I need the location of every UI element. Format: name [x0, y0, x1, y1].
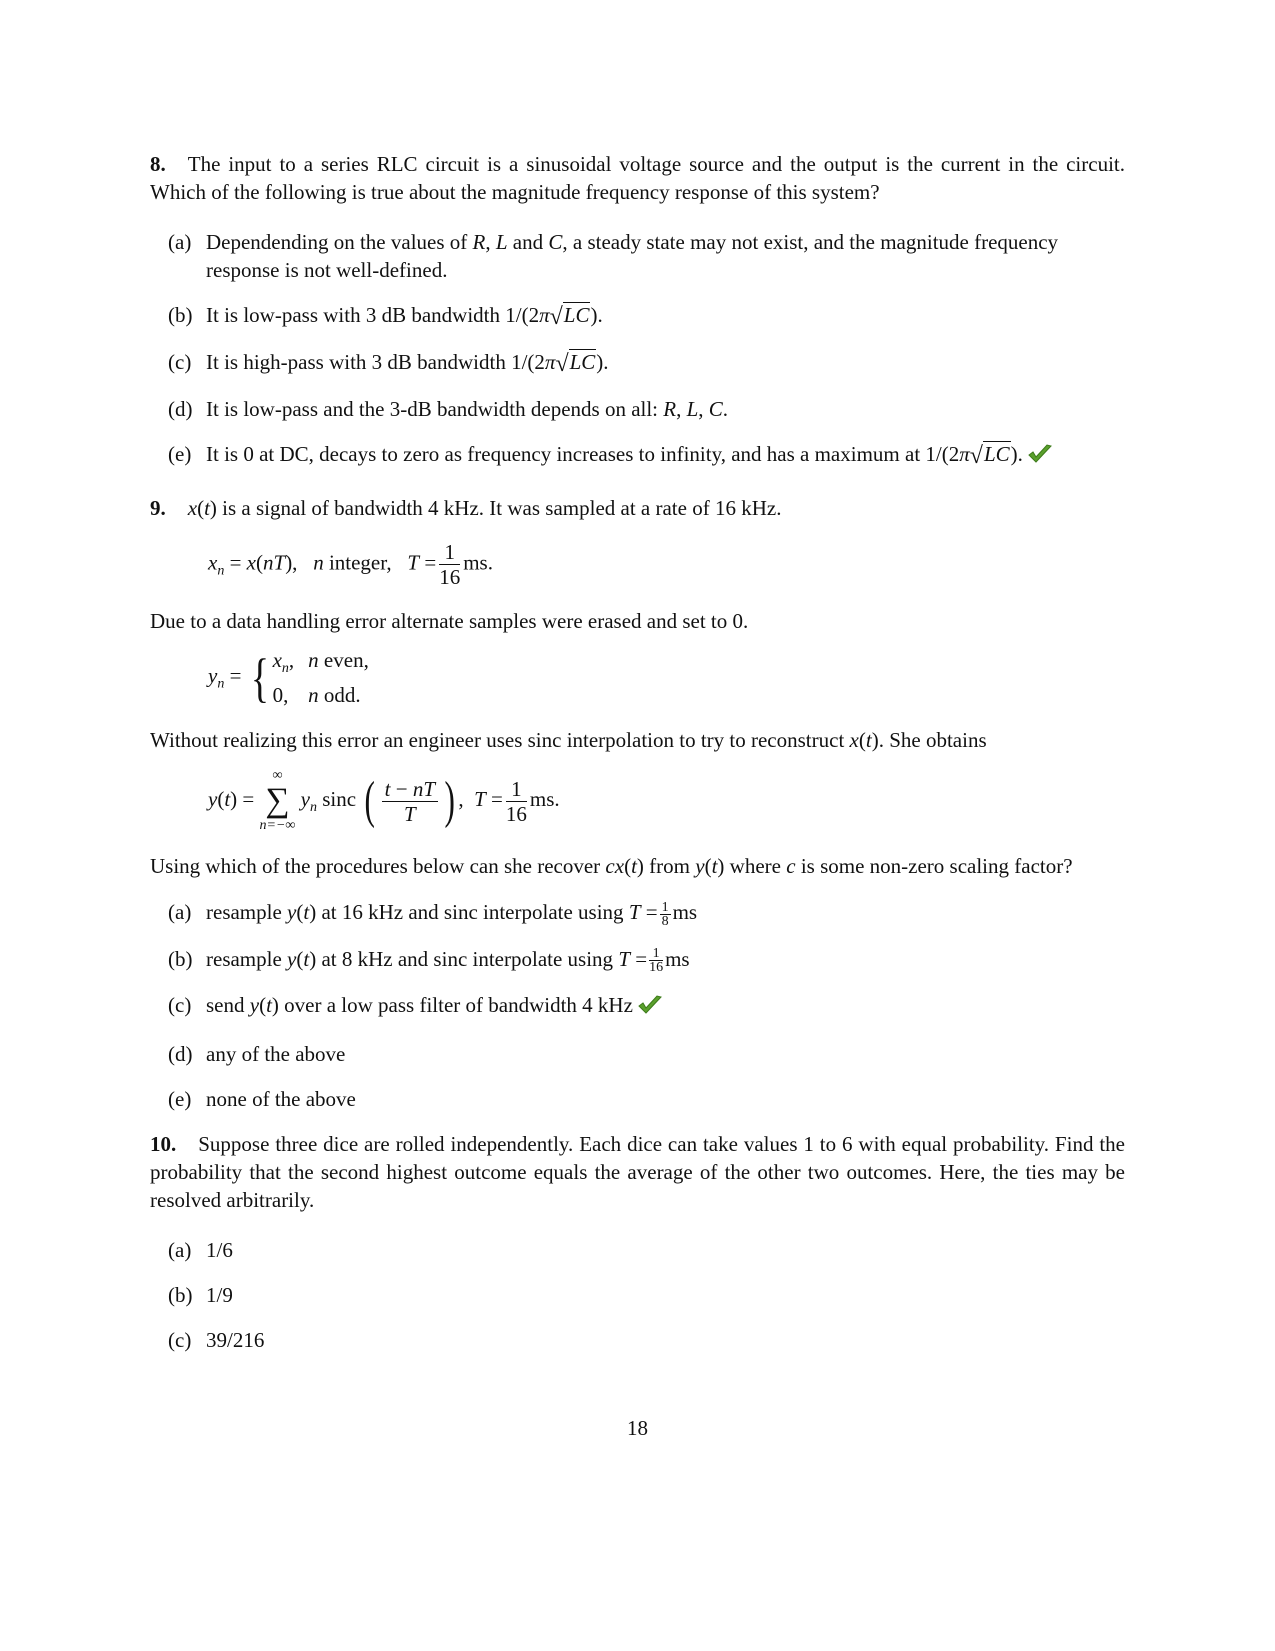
option-9b: (b) resample y(t) at 8 kHz and sinc interpolate using T = $\frac{1}{16}$ ms: [168, 946, 690, 976]
question-8-options: [150, 228, 1125, 472]
sinc-interpolation-equation: y(t) = ∞ ∑ n=−∞ $y_n$ sinc ( $\frac{t - nT}{T}$ ) , T = $\frac{1}{16}$ ms.: [208, 768, 560, 833]
option-label: (b): [168, 946, 193, 971]
option-9d: (d) any of the above: [168, 1042, 346, 1067]
question-9-options: [150, 898, 1125, 1113]
option-label: (e): [168, 442, 192, 466]
option-label: (e): [168, 1087, 192, 1112]
option-8c: (c) It is high-pass with 3 dB bandwidth 1/(2π√LC).: [168, 350, 609, 377]
option-label: (a): [168, 900, 192, 924]
option-label: (d): [168, 397, 193, 421]
option-9a: (a) resample y(t) at 16 kHz and sinc interpolate using T = $\frac{1}{8}$ ms: [168, 899, 698, 929]
option-label: (d): [168, 1042, 193, 1067]
option-label: (b): [168, 303, 193, 327]
question-number: 8.: [150, 152, 166, 176]
erased-samples-equation: $y_n$ = { $x_n$, n even, 0, n odd.: [208, 647, 369, 708]
option-8a: (a) Dependending on the values of R, L and C, a steady state may not exist, and the magnitude frequency response is not well-defined.: [168, 230, 1059, 282]
erase-text: Due to a data handling error alternate samples were erased and set to 0.: [150, 609, 749, 633]
checkmark-icon: [1027, 443, 1053, 472]
question-10-options: [150, 1236, 1125, 1354]
option-8b: (b) It is low-pass with 3 dB bandwidth 1/(2π√LC).: [168, 303, 603, 330]
option-10b: (b) 1/9: [168, 1283, 233, 1308]
question-text: Suppose three dice are rolled independently. Each dice can take values 1 to 6 with equal probability. Find the probability that the second highest outcome equals the average of the other two outcomes. Here, the ties may be resolved arbitrarily.: [150, 1132, 1125, 1213]
option-8d: (d) It is low-pass and the 3-dB bandwidth depends on all: R, L, C.: [168, 397, 729, 421]
option-label: (c): [168, 993, 192, 1018]
option-label: (b): [168, 1283, 193, 1308]
question-9-prompt: Using which of the procedures below can she recover cx(t) from y(t) where c is some non-zero scaling factor?: [150, 854, 1073, 878]
option-10a: (a) 1/6: [168, 1238, 233, 1263]
question-8: [150, 150, 1125, 206]
exam-page: [150, 150, 1125, 1354]
page-number: 18: [627, 1416, 648, 1440]
option-label: (a): [168, 1238, 192, 1263]
question-text: The input to a series RLC circuit is a sinusoidal voltage source and the output is the current in the circuit. Which of the following is true about the magnitude frequency response of this system?: [150, 152, 1125, 204]
question-number: 9.: [150, 496, 166, 520]
question-number: 10.: [150, 1132, 177, 1157]
option-label: (a): [168, 230, 192, 254]
option-8e: (e) It is 0 at DC, decays to zero as frequency increases to infinity, and has a maximum at 1/(2π√LC).: [150, 440, 1125, 472]
question-9: 9. x(t) is a signal of bandwidth 4 kHz. It was sampled at a rate of 16 kHz.: [150, 496, 782, 520]
sampling-equation: $x_n = x(nT)$, n integer, T = $\frac{1}{16}$ ms.: [208, 540, 493, 589]
option-9e: (e) none of the above: [168, 1087, 356, 1112]
reconstruction-text: Without realizing this error an engineer uses sinc interpolation to try to reconstruct x(t). She obtains: [150, 728, 987, 752]
question-10: [150, 1130, 1125, 1214]
option-10c: (c) 39/216: [168, 1328, 265, 1353]
option-9c: (c) send y(t) over a low pass filter of bandwidth 4 kHz: [150, 991, 1125, 1023]
option-label: (c): [168, 1328, 192, 1353]
option-label: (c): [168, 350, 192, 374]
checkmark-icon: [637, 994, 663, 1023]
